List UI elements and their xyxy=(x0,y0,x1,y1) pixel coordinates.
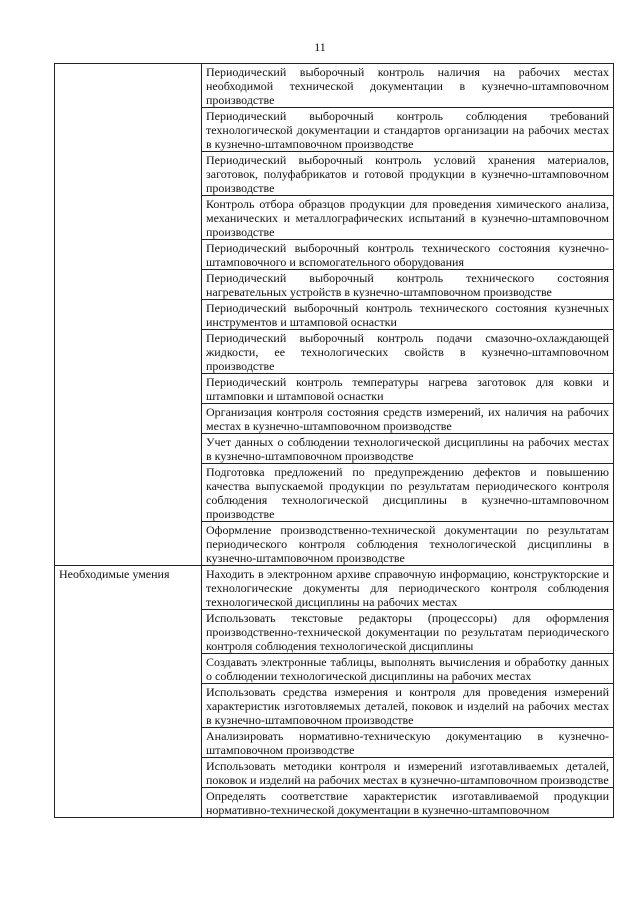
requirement-item: Периодический выборочный контроль условий хранения материалов, заготовок, полуфабрикатов и готовой продукции в кузнечно-штамповочном производстве xyxy=(202,152,614,196)
requirement-item: Учет данных о соблюдении технологической дисциплины на рабочих местах в кузнечно-штамповочном производстве xyxy=(202,434,614,464)
requirement-item: Периодический контроль температуры нагрева заготовок для ковки и штамповки и штамповой оснастки xyxy=(202,374,614,404)
requirement-item: Периодический выборочный контроль технического состояния кузнечных инструментов и штамповой оснастки xyxy=(202,300,614,330)
requirement-item: Оформление производственно-технической документации по результатам периодического контроля соблюдения технологической дисциплины в кузнечно-штамповочном производстве xyxy=(202,522,614,566)
requirement-item: Определять соответствие характеристик изготавливаемой продукции нормативно-технической документации в кузнечно-штамповочном xyxy=(202,788,614,818)
requirements-table xyxy=(54,63,614,818)
requirement-item: Организация контроля состояния средств измерений, их наличия на рабочих местах в кузнечно-штамповочном производстве xyxy=(202,404,614,434)
requirement-item: Создавать электронные таблицы, выполнять вычисления и обработку данных о соблюдении технологической дисциплины на рабочих местах xyxy=(202,654,614,684)
table-row xyxy=(55,64,614,108)
requirement-item: Использовать текстовые редакторы (процессоры) для оформления производственно-технической документации по результатам периодического контроля соблюдения технологической дисциплины xyxy=(202,610,614,654)
requirement-item: Контроль отбора образцов продукции для проведения химического анализа, механических и металлографических испытаний в кузнечно-штамповочном производстве xyxy=(202,196,614,240)
requirement-item: Использовать средства измерения и контроля для проведения измерений характеристик изготовляемых деталей, поковок и изделий на рабочих местах в кузнечно-штамповочном производстве xyxy=(202,684,614,728)
requirement-item: Периодический выборочный контроль соблюдения требований технологической документации и стандартов организации на рабочих местах в кузнечно-штамповочном производстве xyxy=(202,108,614,152)
section-label xyxy=(55,64,202,566)
section-label: Необходимые умения xyxy=(55,566,202,818)
requirement-item: Находить в электронном архиве справочную информацию, конструкторские и технологические документы для периодического контроля соблюдения технологической дисциплины на рабочих местах xyxy=(202,566,614,610)
requirement-item: Периодический выборочный контроль технического состояния кузнечно-штамповочного и вспомогательного оборудования xyxy=(202,240,614,270)
page-number: 11 xyxy=(314,40,326,54)
requirement-item: Периодический выборочный контроль технического состояния нагревательных устройств в кузнечно-штамповочном производстве xyxy=(202,270,614,300)
table-row xyxy=(55,566,614,610)
requirement-item: Периодический выборочный контроль подачи смазочно-охлаждающей жидкости, ее технологических свойств в кузнечно-штамповочном производстве xyxy=(202,330,614,374)
requirement-item: Подготовка предложений по предупреждению дефектов и повышению качества выпускаемой продукции по результатам периодического контроля соблюдения технологической дисциплины в кузнечно-штамповочном производстве xyxy=(202,464,614,522)
requirement-item: Периодический выборочный контроль наличия на рабочих местах необходимой технической документации в кузнечно-штамповочном производстве xyxy=(202,64,614,108)
requirement-item: Использовать методики контроля и измерений изготавливаемых деталей, поковок и изделий на рабочих местах в кузнечно-штамповочном производстве xyxy=(202,758,614,788)
requirement-item: Анализировать нормативно-техническую документацию в кузнечно-штамповочном производстве xyxy=(202,728,614,758)
